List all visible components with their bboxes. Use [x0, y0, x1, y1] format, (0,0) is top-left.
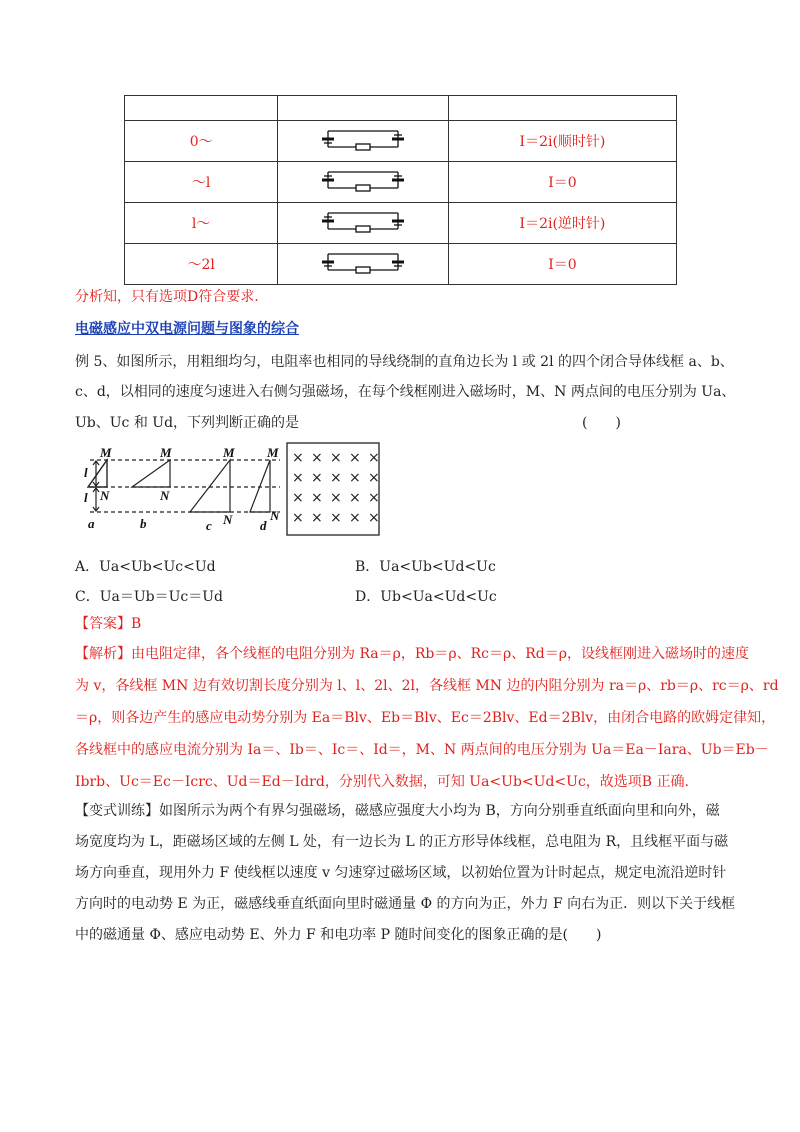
variant-line-5: 中的磁通量 Φ、感应电动势 E、外力 F 和电功率 P 随时间变化的图象正确的是( )	[75, 927, 602, 943]
position-cell: l～	[125, 203, 278, 244]
circuit-diagram	[278, 121, 449, 162]
label-n: N	[223, 512, 233, 527]
label-b: b	[140, 516, 147, 531]
label-m: M	[267, 445, 279, 460]
table-row	[125, 121, 677, 162]
field-cross: ×	[368, 510, 380, 526]
field-cross: ×	[368, 490, 380, 506]
current-table	[124, 95, 677, 285]
current-cell: I＝0	[448, 244, 676, 285]
field-cross: ×	[349, 450, 361, 466]
variant-line-1: 【变式训练】如图所示为两个有界匀强磁场，磁感应强度大小均为 B，方向分别垂直纸面向里和向外，磁	[75, 803, 720, 819]
option-c[interactable]: C．Ua＝Ub＝Uc＝Ud	[75, 589, 224, 605]
answer-text: 【答案】B	[75, 616, 142, 632]
circuit-diagram	[278, 244, 449, 285]
field-cross: ×	[330, 510, 342, 526]
field-cross: ×	[292, 470, 304, 486]
field-cross: ×	[311, 470, 323, 486]
frames-figure	[80, 440, 390, 540]
label-n: N	[160, 488, 170, 503]
conclusion-text: 分析知，只有选项D符合要求.	[75, 289, 259, 305]
field-cross: ×	[349, 490, 361, 506]
option-b[interactable]: B．Ua<Ub<Ud<Uc	[355, 559, 496, 575]
current-cell: I＝2i(顺时针)	[448, 121, 676, 162]
variant-line-3: 场方向垂直，现用外力 F 使线框以速度 v 匀速穿过磁场区域，以初始位置为计时起点，规定电流沿逆时针	[75, 865, 727, 881]
field-cross: ×	[292, 510, 304, 526]
field-cross: ×	[311, 510, 323, 526]
field-cross: ×	[292, 490, 304, 506]
position-cell: ～2l	[125, 244, 278, 285]
field-cross: ×	[368, 450, 380, 466]
circuit-diagram	[278, 203, 449, 244]
field-cross: ×	[311, 490, 323, 506]
answer-paren: ( )	[582, 415, 621, 431]
field-cross: ×	[311, 450, 323, 466]
label-l: l	[84, 490, 88, 505]
table-header-row	[125, 96, 677, 121]
label-m: M	[160, 445, 172, 460]
analysis-line-1: 【解析】由电阻定律，各个线框的电阻分别为 Ra＝ρ，Rb＝ρ、Rc＝ρ、Rd＝ρ，设线框刚进入磁场时的速度	[75, 646, 749, 662]
table-row	[125, 203, 677, 244]
field-cross: ×	[330, 450, 342, 466]
field-cross: ×	[349, 510, 361, 526]
field-cross: ×	[349, 470, 361, 486]
table-row	[125, 162, 677, 203]
label-c: c	[206, 518, 212, 533]
variant-line-2: 场宽度均为 L，距磁场区域的左侧 L 处，有一边长为 L 的正方形导体线框，总电阻为 R，且线框平面与磁	[75, 834, 729, 850]
analysis-line-3: ＝ρ，则各边产生的感应电动势分别为 Ea＝Blv、Eb＝Blv、Ec＝2Blv、Ed＝2Blv，由闭合电路的欧姆定律知，	[75, 710, 776, 726]
option-d[interactable]: D．Ub<Ua<Ud<Uc	[355, 589, 497, 605]
label-m: M	[100, 445, 112, 460]
field-cross: ×	[330, 490, 342, 506]
label-d: d	[260, 518, 267, 533]
option-a[interactable]: A．Ua<Ub<Uc<Ud	[75, 559, 216, 575]
analysis-line-4: 各线框中的感应电流分别为 Ia＝、Ib＝、Ic＝、Id＝，M、N 两点间的电压分别为 Ua＝Ea－Iara、Ub＝Eb－	[75, 742, 769, 758]
current-cell: I＝2i(逆时针)	[448, 203, 676, 244]
analysis-line-2: 为 v，各线框 MN 边有效切割长度分别为 l、l、2l、2l，各线框 MN 边的内阻分别为 ra＝ρ、rb＝ρ、rc＝ρ、rd	[75, 678, 779, 694]
variant-line-4: 方向时的电动势 E 为正，磁感线垂直纸面向里时磁通量 Φ 的方向为正，外力 F 向右为正．则以下关于线框	[75, 896, 736, 912]
circuit-diagram	[278, 162, 449, 203]
field-cross: ×	[330, 470, 342, 486]
field-cross: ×	[368, 470, 380, 486]
analysis-line-5: Ibrb、Uc＝Ec－Icrc、Ud＝Ed－Idrd，分别代入数据，可知 Ua<Ub<Ud<Uc，故选项B 正确.	[75, 774, 689, 790]
example-line-2: c、d，以相同的速度匀速进入右侧匀强磁场，在每个线框刚进入磁场时，M、N 两点间的电压分别为 Ua、	[75, 384, 736, 400]
position-cell: 0～	[125, 121, 278, 162]
label-m: M	[223, 445, 235, 460]
example-line-3: Ub、Uc 和 Ud，下列判断正确的是	[75, 415, 300, 431]
table-row	[125, 244, 677, 285]
section-title[interactable]: 电磁感应中双电源问题与图象的综合	[75, 321, 299, 337]
position-cell: ～l	[125, 162, 278, 203]
label-n: N	[100, 488, 110, 503]
label-n: N	[270, 508, 280, 523]
current-cell: I＝0	[448, 162, 676, 203]
example-line-1: 例 5、如图所示，用粗细均匀，电阻率也相同的导线绕制的直角边长为 l 或 2l 的四个闭合导体线框 a、b、	[75, 354, 734, 370]
label-l: l	[84, 465, 88, 480]
label-a: a	[88, 516, 95, 531]
field-cross: ×	[292, 450, 304, 466]
